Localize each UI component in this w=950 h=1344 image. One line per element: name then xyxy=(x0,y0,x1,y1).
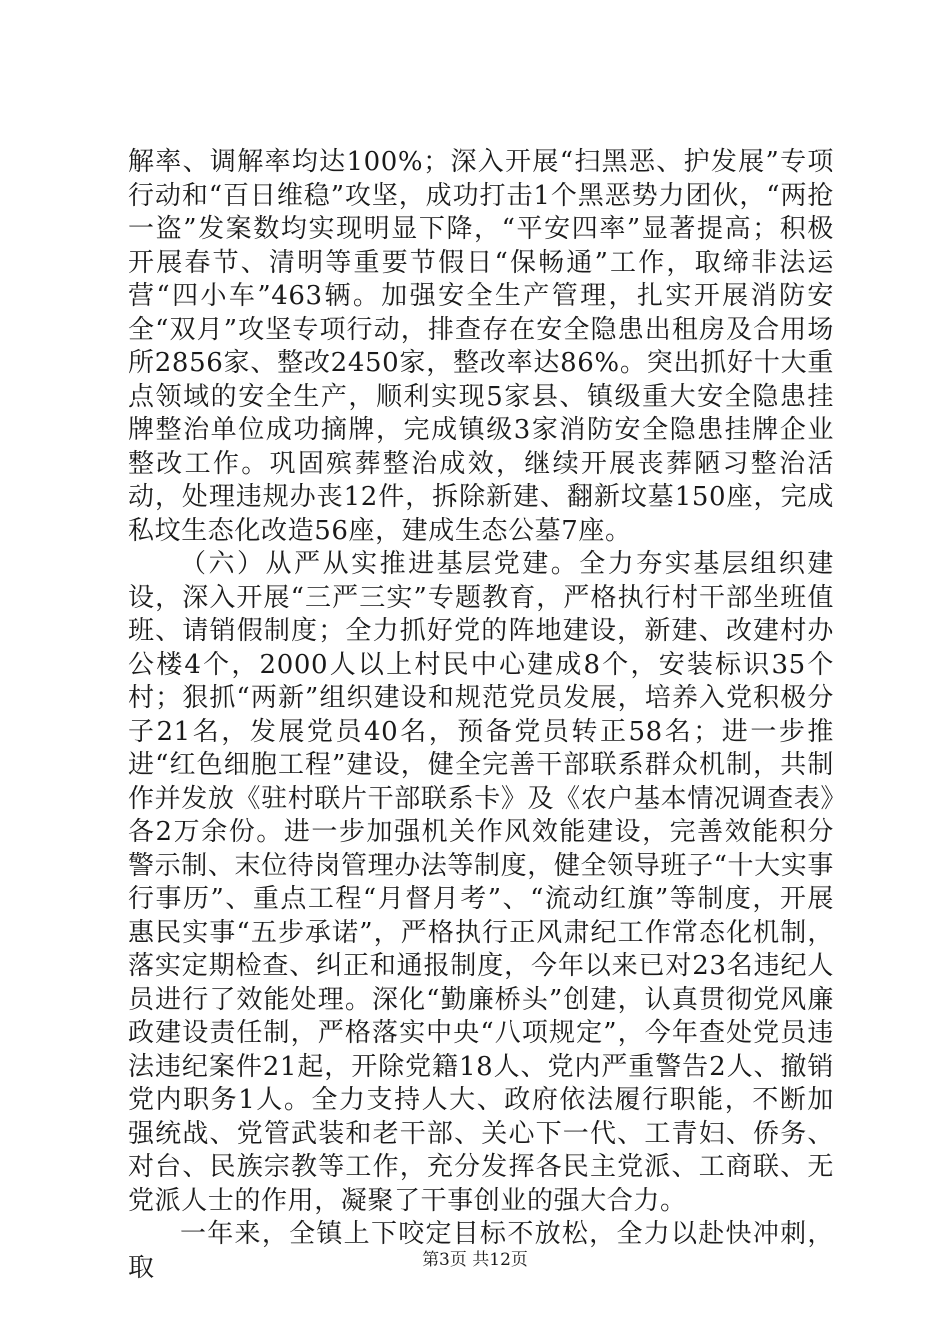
document-body xyxy=(128,146,834,1285)
paragraph-year-summary: 一年来，全镇上下咬定目标不放松，全力以赴快冲刺，取 xyxy=(128,1219,834,1283)
paragraph-party-building: （六）从严从实推进基层党建。全力夯实基层组织建设，深入开展“三严三实”专题教育，严格执行村干部坐班值班、请销假制度；全力抓好党的阵地建设，新建、改建村办公楼4个，2000人以上村民中心建成8个，安装标识35个村；狠抓“两新”组织建设和规范党员发展，培养入党积极分子21名，发展党员40名，预备党员转正58名；进一步推进“红色细胞工程”建设，健全完善干部联系群众机制，共制作并发放《驻村联片干部联系卡》及《农户基本情况调查表》各2万余份。进一步加强机关作风效能建设，完善效能积分警示制、末位待岗管理办法等制度，健全领导班子“十大实事行事历”、重点工程“月督月考”、“流动红旗”等制度，开展惠民实事“五步承诺”，严格执行正风肃纪工作常态化机制，落实定期检查、纠正和通报制度，今年以来已对23名违纪人员进行了效能处理。深化“勤廉桥头”创建，认真贯彻党风廉政建设责任制，严格落实中央“八项规定”，今年查处党员违法违纪案件21起，开除党籍18人、党内严重警告2人、撤销党内职务1人。全力支持人大、政府依法履行职能，不断加强统战、党管武装和老干部、关心下一代、工青妇、侨务、对台、民族宗教等工作，充分发挥各民主党派、工商联、无党派人士的作用，凝聚了干事创业的强大合力。 xyxy=(128,549,834,1216)
paragraph-public-safety: 解率、调解率均达100%；深入开展“扫黑恶、护发展”专项行动和“百日维稳”攻坚，成功打击1个黑恶势力团伙，“两抢一盗”发案数均实现明显下降，“平安四率”显著提高；积极开展春节、清明等重要节假日“保畅通”工作，取缔非法运营“四小车”463辆。加强安全生产管理，扎实开展消防安全“双月”攻坚专项行动，排查存在安全隐患出租房及合用场所2856家、整改2450家，整改率达86%。突出抓好十大重点领域的安全生产，顺利实现5家县、镇级重大安全隐患挂牌整治单位成功摘牌，完成镇级3家消防安全隐患挂牌企业整改工作。巩固殡葬整治成效，继续开展丧葬陋习整治活动，处理违规办丧12件，拆除新建、翻新坟墓150座，完成私坟生态化改造56座，建成生态公墓7座。 xyxy=(128,147,834,546)
page-footer: 第3页 共12页 xyxy=(422,1250,528,1270)
